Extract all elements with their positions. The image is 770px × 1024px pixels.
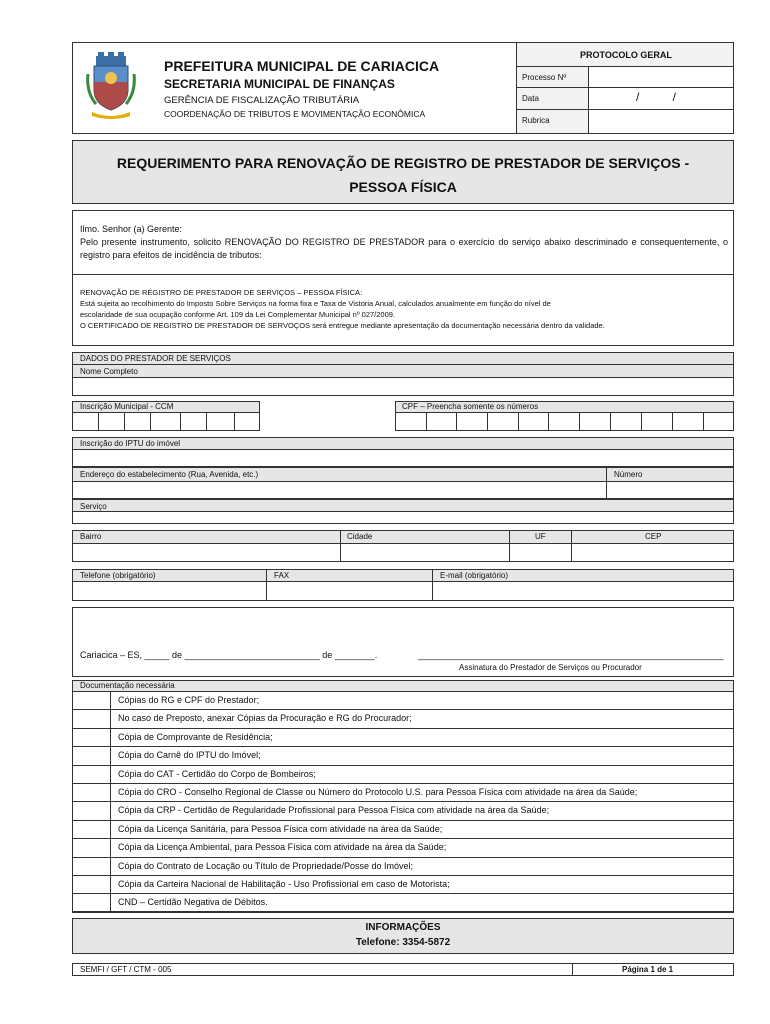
title-line2: PESSOA FÍSICA	[349, 179, 457, 195]
ccm-label: Inscrição Municipal - CCM	[80, 402, 174, 411]
renovacao-heading: RENOVAÇÃO DE REGISTRO DE PRESTADOR DE SERVIÇOS – PESSOA FÍSICA:	[80, 288, 363, 297]
documentation-checkbox[interactable]	[72, 747, 111, 764]
signature-place[interactable]: Cariacica – ES, _____ de ___________________________ de ________.	[80, 650, 378, 660]
intro-body: Pelo presente instrumento, solicito RENOVAÇÃO DO REGISTRO DE PRESTADOR para o exercício do serviço abaixo descriminado e consequentemente, o registro para efeitos de incidência de tributos:	[80, 237, 728, 260]
documentation-item	[72, 784, 734, 802]
info-title: INFORMAÇÕES	[365, 922, 441, 933]
bairro-input[interactable]	[72, 543, 341, 562]
telefone-label: Telefone (obrigatório)	[80, 571, 156, 580]
documentation-checkbox[interactable]	[72, 858, 111, 875]
header-line4: COORDENAÇÃO DE TRIBUTOS E MOVIMENTAÇÃO ECONÔMICA	[164, 109, 426, 119]
cidade-input[interactable]	[340, 543, 510, 562]
documentation-item-label: Cópia da Licença Ambiental, para Pessoa Física com atividade na área da Saúde;	[118, 842, 447, 853]
iptu-label: Inscrição do IPTU do imóvel	[80, 439, 181, 448]
coat-of-arms-icon	[86, 52, 136, 122]
documentation-checkbox[interactable]	[72, 710, 111, 727]
documentation-checkbox[interactable]	[72, 821, 111, 838]
cpf-label: CPF – Preencha somente os números	[402, 402, 539, 411]
documentation-checkbox[interactable]	[72, 784, 111, 801]
ccm-input[interactable]	[72, 412, 260, 431]
documentation-checkbox[interactable]	[72, 839, 111, 856]
header-line1: PREFEITURA MUNICIPAL DE CARIACICA	[164, 58, 440, 74]
documentation-item-label: Cópia do CRO - Conselho Regional de Classe ou Número do Protocolo U.S. para Pessoa Física com atividade na área da Saúde;	[118, 787, 638, 797]
documentation-item	[72, 894, 734, 912]
uf-input[interactable]	[509, 543, 572, 562]
cidade-label: Cidade	[347, 532, 373, 541]
intro-greeting: Ilmo. Senhor (a) Gerente:	[80, 224, 183, 234]
iptu-input[interactable]	[72, 449, 734, 467]
documentation-checkbox[interactable]	[72, 692, 111, 709]
renovacao-line1: Está sujeita ao recolhimento do Imposto Sobre Serviços na forma fixa e Taxa de Vistoria Anual, calculados anualmente em função do nível de	[80, 299, 551, 308]
documentation-checkbox[interactable]	[72, 876, 111, 893]
endereco-input[interactable]	[72, 481, 607, 499]
signature-line[interactable]: _____________________________________________________________	[418, 650, 724, 660]
uf-label: UF	[535, 532, 546, 541]
documentation-item-label: Cópia do Contrato de Locação ou Título de Propriedade/Posse do Imóvel;	[118, 860, 414, 871]
nome-input[interactable]	[72, 377, 734, 396]
servico-input[interactable]	[72, 511, 734, 524]
documentation-item-label: Cópia de Comprovante de Residência;	[118, 731, 273, 742]
processo-field[interactable]	[589, 67, 733, 87]
page-title	[72, 151, 734, 199]
nome-label-cell	[72, 364, 734, 378]
title-line1: REQUERIMENTO PARA RENOVAÇÃO DE REGISTRO DE PRESTADOR DE SERVIÇOS -	[116, 155, 690, 171]
protocol-title: PROTOCOLO GERAL	[580, 50, 672, 60]
numero-label: Número	[614, 470, 643, 479]
documentation-checkbox[interactable]	[72, 894, 111, 911]
documentation-item	[72, 802, 734, 820]
rubrica-label: Rubrica	[522, 116, 550, 125]
servico-label: Serviço	[80, 502, 107, 511]
bairro-label: Bairro	[80, 532, 102, 541]
cep-input[interactable]	[571, 543, 734, 562]
documentation-checkbox[interactable]	[72, 766, 111, 783]
telefone-input[interactable]	[72, 581, 267, 601]
cep-label: CEP	[645, 532, 662, 541]
bairro-label-cell	[72, 530, 341, 544]
documentation-item	[72, 692, 734, 710]
header-line3: GERÊNCIA DE FISCALIZAÇÃO TRIBUTÁRIA	[164, 95, 360, 106]
renovacao-line2: escolaridade de sua ocupação conforme Art. 109 da Lei Complementar Municipal nº 027/2009.	[80, 310, 396, 319]
endereco-label: Endereço do estabelecimento (Rua, Avenida, etc.)	[80, 470, 259, 479]
documentation-item	[72, 747, 734, 765]
fax-label: FAX	[274, 571, 290, 580]
fax-input[interactable]	[266, 581, 433, 601]
documentation-item	[72, 821, 734, 839]
renovacao-line3: O CERTIFICADO DE REGISTRO DE PRESTADOR DE SERVOÇOS será entregue mediante apresentação da documentação necessária dentro da validade.	[80, 321, 605, 330]
documentation-item-label: Cópia da Carteira Nacional de Habilitação - Uso Profissional em caso de Motorista;	[118, 879, 450, 889]
data-label: Data	[522, 94, 539, 103]
documentation-checkbox[interactable]	[72, 802, 111, 819]
documentation-item	[72, 876, 734, 894]
footer-page: Página 1 de 1	[622, 965, 674, 974]
documentation-heading: Documentação necessária	[80, 681, 175, 690]
processo-label: Processo Nº	[522, 73, 567, 82]
footer-code: SEMFI / GFT / CTM - 005	[80, 965, 172, 974]
documentation-item	[72, 729, 734, 747]
section-label: DADOS DO PRESTADOR DE SERVIÇOS	[80, 354, 231, 363]
info-phone: Telefone: 3354-5872	[355, 937, 451, 948]
documentation-item-label: Cópia do CAT - Certidão do Corpo de Bombeiros;	[118, 768, 316, 779]
documentation-item-label: CND – Certidão Negativa de Débitos.	[118, 897, 268, 908]
documentation-checkbox[interactable]	[72, 729, 111, 746]
documentation-item	[72, 858, 734, 876]
email-input[interactable]	[432, 581, 734, 601]
cpf-input[interactable]	[395, 412, 734, 431]
documentation-item-label: Cópias do RG e CPF do Prestador;	[118, 695, 260, 705]
documentation-item	[72, 766, 734, 784]
rubrica-field[interactable]	[589, 110, 733, 133]
numero-input[interactable]	[606, 481, 734, 499]
signature-caption: Assinatura do Prestador de Serviços ou Procurador	[459, 663, 642, 672]
email-label: E-mail (obrigatório)	[440, 571, 509, 580]
documentation-item-label: Cópia do Carnê do IPTU do Imóvel;	[118, 750, 261, 761]
documentation-item-label: Cópia da CRP - Certidão de Regularidade Profissional para Pessoa Física com atividade na área da Saúde;	[118, 805, 550, 816]
documentation-item	[72, 839, 734, 857]
documentation-item-label: No caso de Preposto, anexar Cópias da Procuração e RG do Procurador;	[118, 713, 412, 724]
nome-label: Nome Completo	[80, 367, 138, 376]
documentation-item-label: Cópia da Licença Sanitária, para Pessoa Física com atividade na área da Saúde;	[118, 823, 443, 834]
documentation-item	[72, 710, 734, 728]
data-value: / /	[636, 90, 677, 104]
header-line2: SECRETARIA MUNICIPAL DE FINANÇAS	[164, 77, 395, 91]
